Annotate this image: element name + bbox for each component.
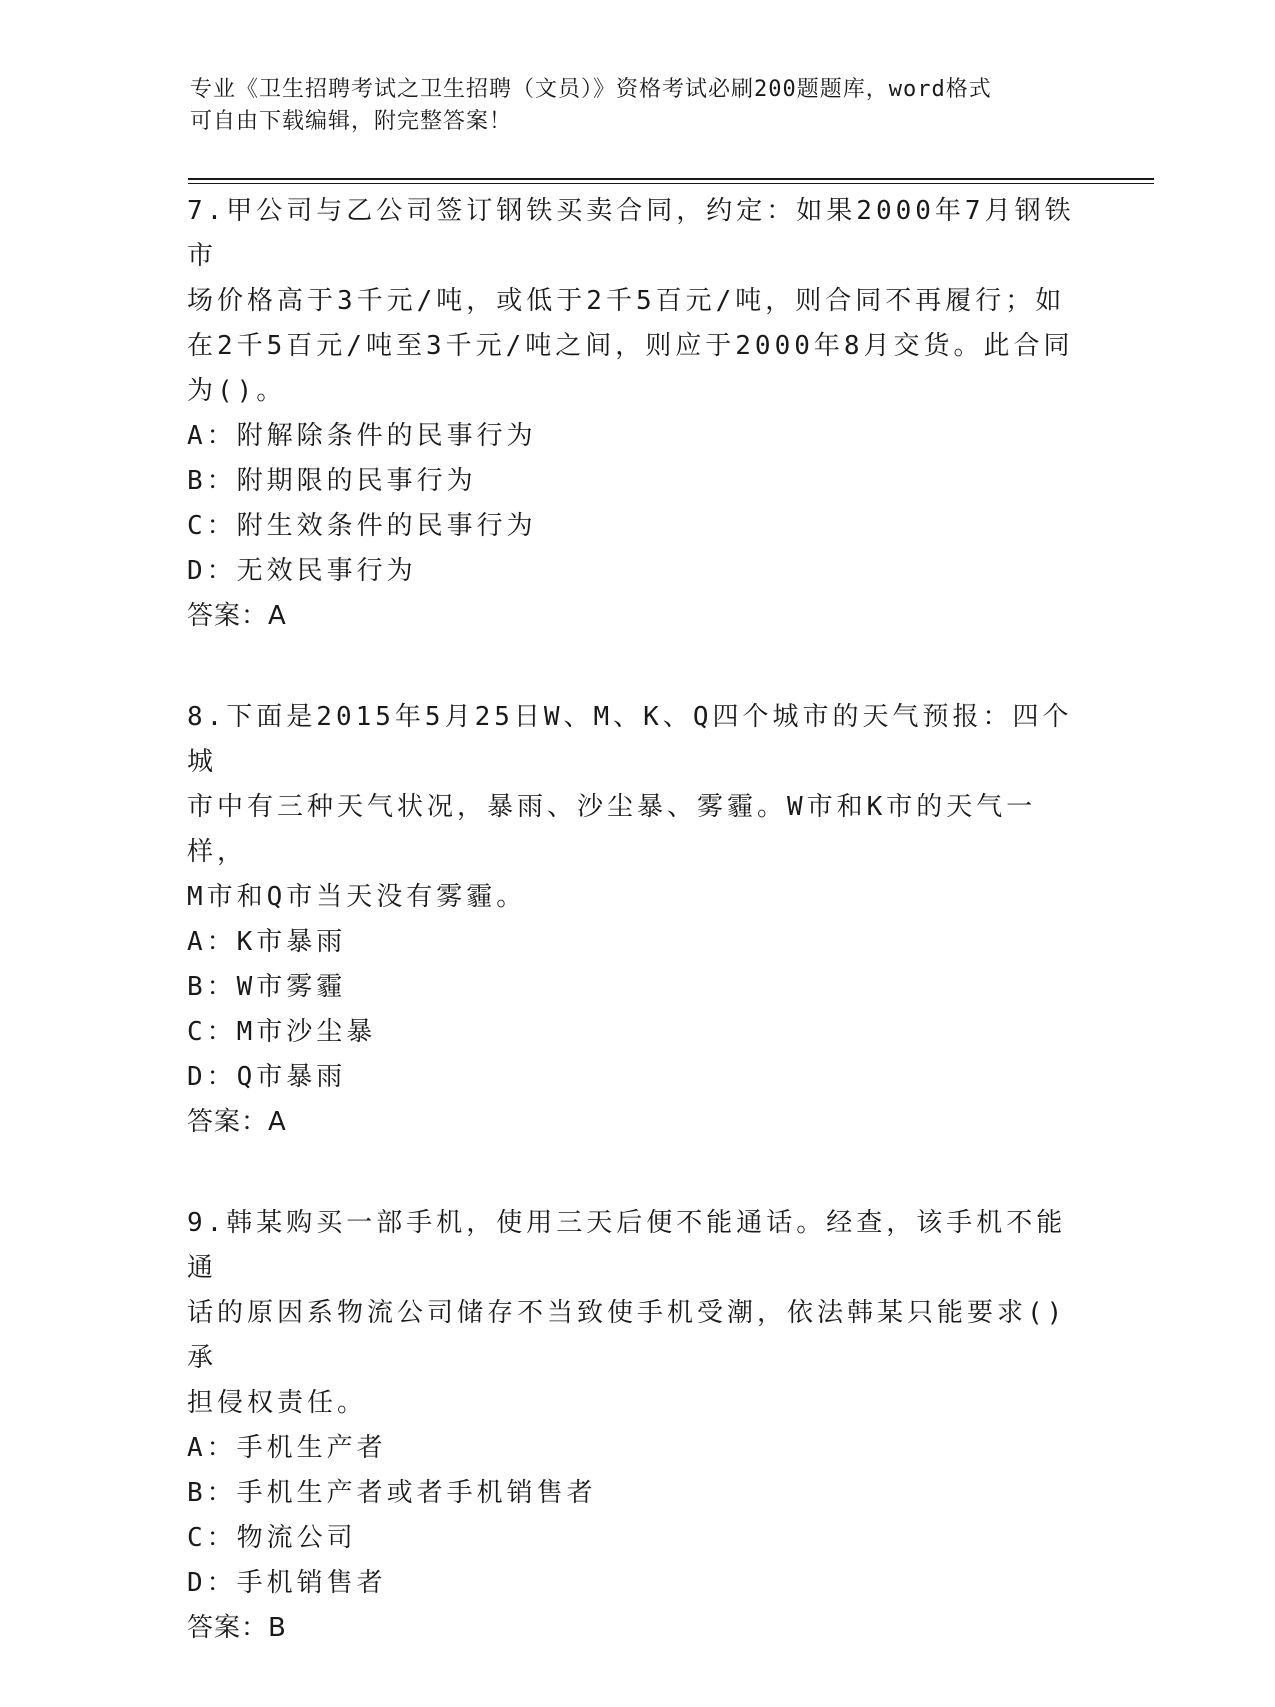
header-line-1: 专业《卫生招聘考试之卫生招聘（文员）》资格考试必刷200题题库，word格式 [190,77,992,102]
question-text-line: 市中有三种天气状况，暴雨、沙尘暴、雾霾。W市和K市的天气一样， [187,792,1037,867]
question-text-line: 话的原因系物流公司储存不当致使手机受潮，依法韩某只能要求()承 [187,1298,1067,1373]
question-9-text [187,1201,1087,1426]
question-8-text [187,695,1087,920]
option-d: D：无效民事行为 [187,556,417,586]
option-d: D：手机销售者 [187,1568,387,1598]
header-line-2: 可自由下载编辑，附完整答案！ [190,109,513,134]
header-divider-thick [188,178,1154,180]
option-b: B：手机生产者或者手机销售者 [187,1478,597,1508]
option-b: B：附期限的民事行为 [187,466,477,496]
question-text-line: 7.甲公司与乙公司签订钢铁买卖合同，约定：如果2000年7月钢铁市 [187,196,1075,271]
document-header [190,74,1070,138]
question-text-line: M市和Q市当天没有雾霾。 [187,882,527,912]
answer-line: 答案：A [187,601,287,631]
option-a: A：手机生产者 [187,1433,387,1463]
option-d: D：Q市暴雨 [187,1062,347,1092]
question-7 [187,189,1087,639]
option-a: A：K市暴雨 [187,927,347,957]
question-list [187,189,1087,1707]
question-text-line: 在2千5百元/吨至3千元/吨之间，则应于2000年8月交货。此合同 [187,331,1074,361]
question-8 [187,695,1087,1145]
header-divider-thin [188,183,1154,184]
question-9 [187,1201,1087,1651]
option-b: B：W市雾霾 [187,972,347,1002]
answer-line: 答案：B [187,1613,287,1643]
option-c: C：物流公司 [187,1523,357,1553]
question-text-line: 担侵权责任。 [187,1388,368,1418]
option-a: A：附解除条件的民事行为 [187,421,537,451]
answer-line: 答案：A [187,1107,287,1137]
question-text-line: 场价格高于3千元/吨，或低于2千5百元/吨，则合同不再履行；如 [187,286,1066,316]
option-c: C：M市沙尘暴 [187,1017,377,1047]
question-7-text [187,189,1087,414]
option-c: C：附生效条件的民事行为 [187,511,537,541]
question-text-line: 8.下面是2015年5月25日W、M、K、Q四个城市的天气预报：四个城 [187,702,1073,777]
question-text-line: 为()。 [187,376,287,406]
question-text-line: 9.韩某购买一部手机，使用三天后便不能通话。经查，该手机不能通 [187,1208,1067,1283]
